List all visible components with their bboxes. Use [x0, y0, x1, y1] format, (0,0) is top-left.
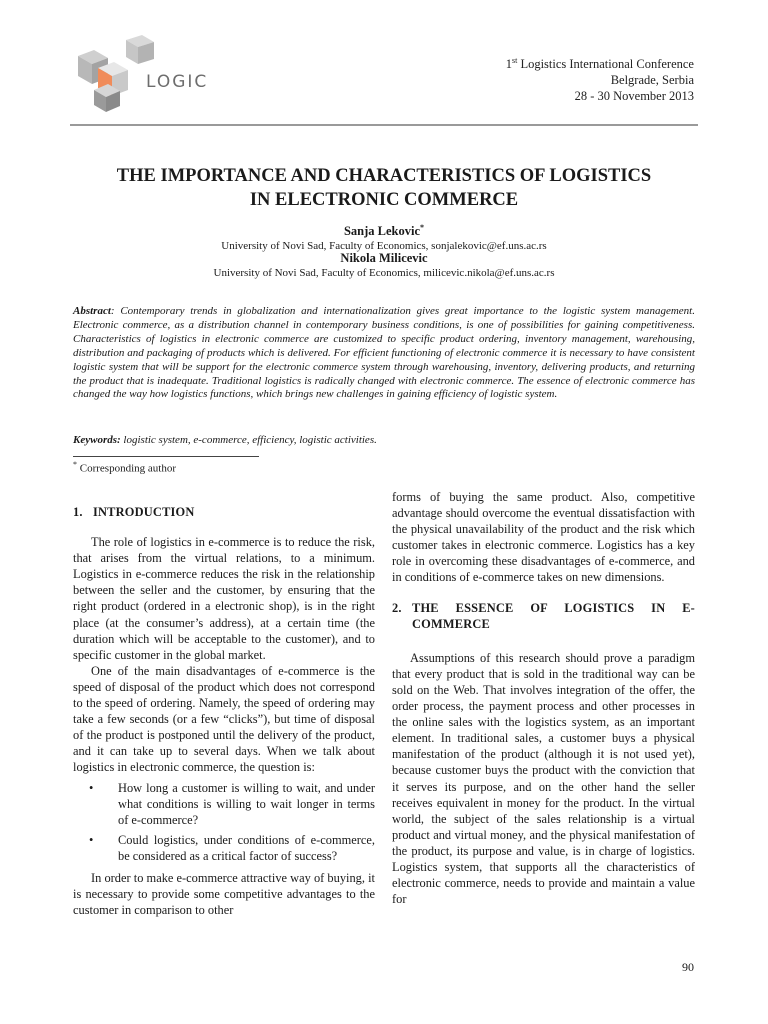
- cube-top-right: [126, 35, 154, 64]
- conference-location: Belgrade, Serbia: [610, 73, 694, 88]
- author-2-name: Nikola Milicevic: [340, 251, 428, 265]
- conference-name: 1st Logistics International Conference: [505, 56, 694, 72]
- abstract-text: : Contemporary trends in globalization and internationalization gives great importance to the logistic system management. Electronic commerce, as a distribution channel in contemporary business conditions, is one of possibilities for gaining competitiveness. Characteristics of logistics in electronic commerce are customized to specific product ordering, inventory management, warehousing, distribution and packaging of products which is delivered. For efficient functioning of electronic commerce it is necessary to have consistent logistic system that will be support for the electronic commerce system through warehousing, inventory, delivering products, and returning the product that is inadequate. Traditional logistics is radically changed with electronic commerce. The essence of electronic commerce has changed the way how logistics functions, which brings new challenges in gaining efficiency of logistic system.: [73, 305, 695, 401]
- paragraph: forms of buying the same product. Also, competitive advantage should overcome the eventual dissatisfaction with the physical unavailability of the product and the risk which customer takes in electronic commerce. Logistics has a key role in overcoming these disadvantages of e-commerce, and in conditions of e-commerce takes on new dimensions.: [392, 490, 695, 585]
- section-1-heading: 1. INTRODUCTION: [73, 505, 195, 519]
- left-column: [73, 504, 375, 918]
- paragraph: The role of logistics in e-commerce is to reduce the risk, that arises from the virtual relations, to a minimum. Logistics in e-commerce reduces the risk in the relationship between the seller and the customer, by ensuring that the right product (ordered in a electronic shop), is in the right place (at the consumer’s address), at a certain time (the duration which will be acceptable to the customer), and to specific customer in the global market.: [73, 535, 375, 662]
- conference-dates: 28 - 30 November 2013: [574, 89, 694, 104]
- abstract-label: Abstract: [73, 305, 111, 317]
- logo-text: LOGIC: [146, 72, 209, 92]
- footnote: * Corresponding author: [73, 460, 176, 475]
- author-1-name: Sanja Lekovic*: [343, 223, 425, 239]
- conference-info: [506, 53, 694, 104]
- keywords-label: Keywords:: [73, 434, 121, 446]
- bullet-list: [73, 780, 375, 864]
- right-column: [392, 489, 695, 907]
- paragraph: One of the main disadvantages of e-commerce is the speed of disposal of the product which does not correspond to the speed of ordering. Namely, the speed of ordering may take a few seconds (or a few “clicks”), but time of disposal of the product is postponed until the delivery of the product, and it can take up to several days. When we talk about logistics in electronic commerce, the question is:: [73, 663, 375, 775]
- author-2-affiliation: University of Novi Sad, Faculty of Economics, milicevic.nikola@ef.uns.ac.rs: [213, 267, 555, 279]
- footnote-divider: [73, 456, 259, 457]
- author-1-affiliation: University of Novi Sad, Faculty of Economics, sonjalekovic@ef.uns.ac.rs: [221, 240, 547, 252]
- abstract: [73, 305, 695, 402]
- paper-title: [70, 164, 698, 212]
- section-2-heading: 2. THE ESSENCE OF LOGISTICS IN E-COMMERCE: [392, 600, 695, 631]
- keywords-text: logistic system, e-commerce, efficiency, logistic activities.: [120, 434, 377, 446]
- header-divider: [70, 124, 698, 126]
- page-number: 90: [682, 960, 694, 974]
- title-line-1: THE IMPORTANCE AND CHARACTERISTICS OF LOGISTICS: [116, 166, 652, 186]
- paragraph: Assumptions of this research should prove a paradigm that every product that is sold in the traditional way can be sold on the Web. That involves integration of the offer, the order process, the payment process and other processes in the online sales with the logistics system, as an important element. In traditional sales, a customer buys a physical manifestation of the product (although it is not used yet), because customer buys the product with the conviction that it serves its purpose, and on the other hand the seller receives equivalent in money for the product. In the virtual world, the subject of the sales relationship is a virtual product and virtual money, and the physical manifestation of the product, its purpose and value, is in charge of logistics. Logistics system, that supports all the characteristics of electronic commerce, needs to provide and maintain a value for: [392, 650, 695, 907]
- title-line-2: IN ELECTRONIC COMMERCE: [249, 190, 519, 210]
- keywords: [73, 434, 695, 446]
- list-item: • How long a customer is willing to wait, and under what conditions is willing to wait longer in terms of e-commerce?: [89, 780, 375, 827]
- list-item: • Could logistics, under conditions of e-commerce, be considered as a critical factor of success?: [89, 832, 375, 863]
- paragraph: In order to make e-commerce attractive way of buying, it is necessary to provide some competitive advantages to the customer in comparison to other: [73, 870, 375, 918]
